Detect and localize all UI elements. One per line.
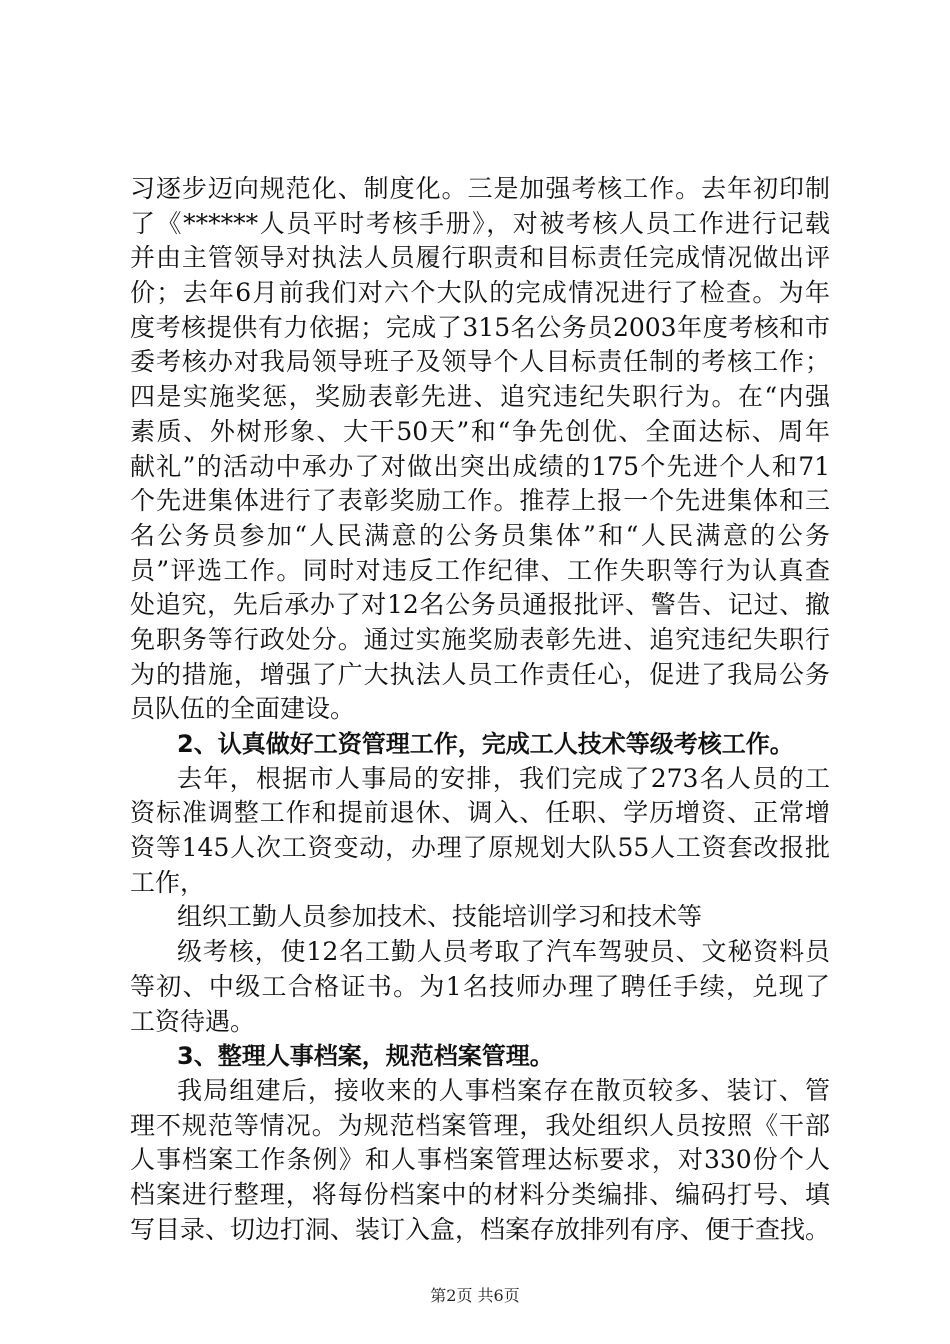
paragraph-line: 资标准调整工作和提前退休、调入、任职、学历增资、正常增 <box>130 798 830 828</box>
paragraph-line: 级考核，使12名工勤人员考取了汽车驾驶员、文秘资料员 <box>177 937 830 967</box>
paragraph-line: 个先进集体进行了表彰奖励工作。推荐上报一个先进集体和三 <box>130 486 830 516</box>
paragraph-line: 理不规范等情况。为规范档案管理，我处组织人员按照《干部 <box>130 1110 830 1140</box>
paragraph-line: 为的措施，增强了广大执法人员工作责任心，促进了我局公务 <box>130 659 830 689</box>
paragraph-line: 档案进行整理，将每份档案中的材料分类编排、编码打号、填 <box>130 1179 830 1209</box>
paragraph-line: 习逐步迈向规范化、制度化。三是加强考核工作。去年初印制 <box>130 174 830 203</box>
paragraph-line: 我局组建后，接收来的人事档案存在散页较多、装订、管 <box>177 1075 830 1105</box>
paragraph-line: 名公务员参加“人民满意的公务员集体”和“人民满意的公务 <box>130 520 830 550</box>
paragraph-line: 资等145人次工资变动，办理了原规划大队55人工资套改报批 <box>130 833 830 863</box>
paragraph-line: 员队伍的全面建设。 <box>130 694 356 724</box>
paragraph-line: 四是实施奖惩，奖励表彰先进、追究违纪失职行为。在“内强 <box>130 382 830 412</box>
page-number-footer: 第2页 共6页 <box>430 1286 520 1305</box>
paragraph-line: 了《******人员平时考核手册》，对被考核人员工作进行记载 <box>130 208 830 238</box>
paragraph-line: 委考核办对我局领导班子及领导个人目标责任制的考核工作； <box>130 347 830 377</box>
paragraph-line: 等初、中级工合格证书。为1名技师办理了聘任手续，兑现了 <box>130 971 830 1001</box>
paragraph-line: 处追究，先后承办了对12名公务员通报批评、警告、记过、撤 <box>130 590 830 620</box>
paragraph-line: 素质、外树形象、大干50天”和“争先创优、全面达标、周年 <box>130 416 830 446</box>
paragraph-line: 并由主管领导对执法人员履行职责和目标责任完成情况做出评 <box>130 243 830 273</box>
paragraph-line: 人事档案工作条例》和人事档案管理达标要求，对330份个人 <box>130 1145 830 1175</box>
paragraph-line: 工作， <box>130 867 206 897</box>
paragraph-line: 写目录、切边打洞、装订入盒，档案存放排列有序、便于查找。 <box>130 1214 831 1244</box>
paragraph-line: 组织工勤人员参加技术、技能培训学习和技术等 <box>177 902 703 932</box>
section-heading: 3、整理人事档案，规范档案管理。 <box>177 1042 554 1071</box>
paragraph-line: 价；去年6月前我们对六个大队的完成情况进行了检查。为年 <box>130 278 830 308</box>
paragraph-line: 度考核提供有力依据；完成了315名公务员2003年度考核和市 <box>130 312 830 342</box>
paragraph-line: 工资待遇。 <box>130 1006 256 1036</box>
paragraph-line: 献礼”的活动中承办了对做出突出成绩的175个先进个人和71 <box>130 451 830 481</box>
section-heading: 2、认真做好工资管理工作，完成工人技术等级考核工作。 <box>177 730 794 758</box>
paragraph-line: 员”评选工作。同时对违反工作纪律、工作失职等行为认真查 <box>130 555 830 585</box>
paragraph-line: 去年，根据市人事局的安排，我们完成了273名人员的工 <box>177 763 830 793</box>
document-body <box>130 172 830 1247</box>
paragraph-line: 免职务等行政处分。通过实施奖励表彰先进、追究违纪失职行 <box>130 624 830 654</box>
